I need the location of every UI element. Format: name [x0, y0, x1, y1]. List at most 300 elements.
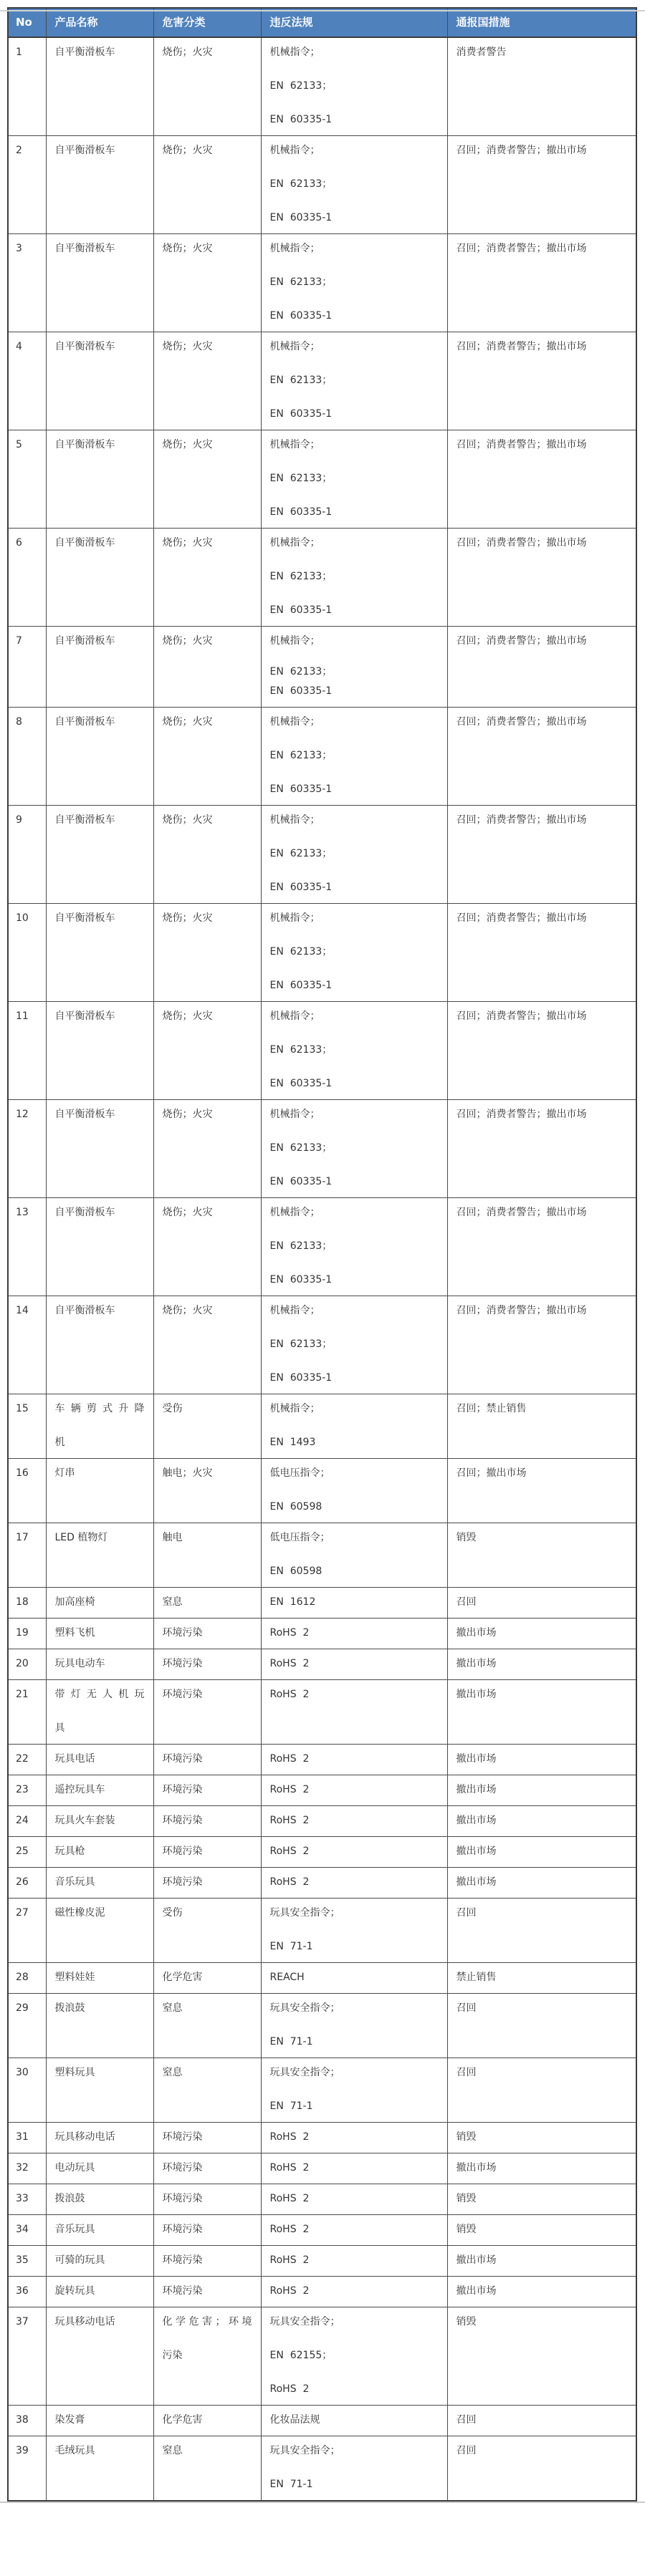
row-number-cell: [8, 2406, 46, 2436]
regulation-cell-line: 玩具安全指令；: [269, 2067, 340, 2078]
row-number-cell: [8, 136, 46, 234]
hazard-cell-line: 环境污染: [162, 1658, 203, 1669]
table-row: [8, 1806, 636, 1837]
table-row: [8, 1394, 636, 1459]
measure-cell: [447, 1899, 636, 1963]
regulation-cell-line: 机械指令；: [269, 1207, 320, 1218]
regulation-cell: [261, 430, 447, 529]
row-number-cell: [8, 2436, 46, 2502]
hazard-cell: [153, 2153, 261, 2184]
product-name-cell-line: 加高座椅: [54, 1596, 95, 1608]
product-name-cell: [46, 1899, 153, 1963]
header-cell-measures: 通报国措施: [447, 8, 636, 37]
product-name-cell-line: 灯串: [54, 1467, 75, 1479]
regulation-cell-line: 机械指令；: [269, 912, 320, 924]
row-number-cell: [8, 1198, 46, 1296]
measure-cell: [447, 1806, 636, 1837]
hazard-cell-line: 环境污染: [162, 2162, 203, 2174]
product-name-cell-line: 自平衡滑板车: [54, 1305, 115, 1316]
row-number-cell: [8, 1963, 46, 1994]
regulation-cell-line: 机械指令；: [269, 145, 320, 156]
row-number-cell: [8, 529, 46, 627]
regulation-cell-line: 机械指令；: [269, 1010, 320, 1022]
measure-cell: [447, 1394, 636, 1459]
product-name-cell-line: 自平衡滑板车: [54, 341, 115, 352]
regulation-cell: [261, 1100, 447, 1198]
hazard-cell-line: 烧伤；火灾: [162, 635, 213, 647]
regulation-cell: [261, 1806, 447, 1837]
hazard-cell: [153, 2058, 261, 2123]
hazard-cell: [153, 1994, 261, 2058]
regulation-cell-line: EN 62133；: [269, 946, 333, 957]
regulation-cell: [261, 627, 447, 708]
hazard-cell-line: 环境污染: [162, 2254, 203, 2266]
measure-cell: [447, 2058, 636, 2123]
regulation-cell-line: EN 71-1: [269, 2036, 313, 2047]
measure-cell-line: 撤出市场: [456, 2162, 497, 2174]
row-number-cell: [8, 2246, 46, 2277]
hazard-cell-line: 烧伤；火灾: [162, 1109, 213, 1120]
product-name-cell: [46, 1963, 153, 1994]
measure-cell: [447, 1745, 636, 1775]
measure-cell: [447, 1100, 636, 1198]
regulation-cell-line: EN 62133；: [269, 473, 333, 484]
regulation-cell-line: EN 62133；: [269, 666, 333, 677]
product-name-cell: [46, 1394, 153, 1459]
hazard-cell-line: 烧伤；火灾: [162, 341, 213, 352]
regulation-cell-line: EN 62133；: [269, 375, 333, 386]
measure-cell: [447, 2184, 636, 2215]
product-name-cell: [46, 136, 153, 234]
table-row: [8, 1994, 636, 2058]
hazard-cell: [153, 806, 261, 904]
row-number-cell-line: 30: [16, 2067, 29, 2078]
hazard-cell: [153, 136, 261, 234]
row-number-cell: [8, 1806, 46, 1837]
product-name-cell-line: 自平衡滑板车: [54, 716, 115, 728]
row-number-cell: [8, 1459, 46, 1523]
table-row: [8, 1775, 636, 1806]
row-number-cell-line: 13: [16, 1207, 29, 1218]
row-number-cell: [8, 2215, 46, 2246]
row-number-cell-line: 14: [16, 1305, 29, 1316]
row-number-cell-line: 34: [16, 2224, 29, 2235]
product-name-cell: [46, 1198, 153, 1296]
regulation-cell-line: RoHS 2: [269, 1658, 310, 1669]
top-divider: [0, 10, 645, 11]
hazard-cell: [153, 1523, 261, 1588]
regulation-cell-line: 机械指令；: [269, 341, 320, 352]
hazard-cell-line: 环境污染: [162, 2285, 203, 2297]
regulation-cell-line: 低电压指令；: [269, 1467, 330, 1479]
measure-cell: [447, 708, 636, 806]
row-number-cell-line: 10: [16, 912, 29, 924]
row-number-cell: [8, 234, 46, 332]
regulation-cell-line: EN 62133；: [269, 1044, 333, 1056]
measure-cell-line: 召回；消费者警告；撤出市场: [456, 1109, 587, 1120]
measure-cell-line: 召回；消费者警告；撤出市场: [456, 341, 587, 352]
hazard-cell-line: 化学危害: [162, 1972, 203, 1983]
measure-cell: [447, 234, 636, 332]
product-name-cell-line: 可骑的玩具: [54, 2254, 105, 2266]
product-name-cell: [46, 708, 153, 806]
measure-cell-line: 召回: [456, 1907, 477, 1919]
hazard-cell: [153, 1100, 261, 1198]
table-row: [8, 2277, 636, 2307]
measure-cell: [447, 529, 636, 627]
measure-cell-line: 召回；消费者警告；撤出市场: [456, 814, 587, 826]
product-name-cell-line: 玩具电话: [54, 1753, 95, 1765]
product-name-cell-line: 拨浪鼓: [54, 2193, 85, 2204]
product-name-cell-line: 自平衡滑板车: [54, 814, 115, 826]
regulation-cell-line: EN 60335-1: [269, 212, 333, 223]
table-row: [8, 332, 636, 430]
product-name-cell-line: 自平衡滑板车: [54, 243, 115, 254]
regulation-cell-line: EN 60335-1: [269, 604, 333, 616]
regulation-cell-line: EN 60335-1: [269, 506, 333, 518]
product-name-cell: [46, 1745, 153, 1775]
row-number-cell: [8, 1837, 46, 1868]
product-name-cell: [46, 904, 153, 1002]
row-number-cell: [8, 430, 46, 529]
product-name-cell: [46, 2215, 153, 2246]
regulation-cell-line: RoHS 2: [269, 1876, 310, 1888]
product-name-cell: [46, 806, 153, 904]
measure-cell: [447, 1296, 636, 1394]
hazard-cell: [153, 1963, 261, 1994]
row-number-cell: [8, 1899, 46, 1963]
measure-cell-line: 召回；消费者警告；撤出市场: [456, 716, 587, 728]
regulation-cell: [261, 529, 447, 627]
table-row: [8, 1837, 636, 1868]
hazard-cell-line: 触电: [162, 1532, 183, 1543]
product-name-cell-line: 染发膏: [54, 2414, 85, 2426]
product-name-cell: [46, 1100, 153, 1198]
measure-cell: [447, 1459, 636, 1523]
regulation-cell: [261, 708, 447, 806]
row-number-cell-line: 15: [16, 1403, 29, 1414]
measure-cell: [447, 37, 636, 136]
row-number-cell: [8, 1002, 46, 1100]
row-number-cell: [8, 1745, 46, 1775]
measure-cell: [447, 806, 636, 904]
row-number-cell-line: 35: [16, 2254, 29, 2266]
row-number-cell-line: 32: [16, 2162, 29, 2174]
hazard-cell: [153, 1394, 261, 1459]
measure-cell-line: 召回；消费者警告；撤出市场: [456, 635, 587, 647]
hazard-cell-line: 环境污染: [162, 1627, 203, 1639]
product-name-cell: [46, 37, 153, 136]
table-row: [8, 2123, 636, 2153]
product-name-cell-line: 玩具移动电话: [54, 2131, 115, 2143]
measure-cell-line: 撤出市场: [456, 1815, 497, 1826]
measure-cell: [447, 1994, 636, 2058]
regulation-cell-line: RoHS 2: [269, 2193, 310, 2204]
row-number-cell-line: 37: [16, 2316, 29, 2327]
regulation-cell: [261, 1459, 447, 1523]
measure-cell-line: 撤出市场: [456, 1689, 497, 1700]
row-number-cell-line: 11: [16, 1010, 29, 1022]
hazard-cell: [153, 1775, 261, 1806]
hazard-cell-line: 化学危害: [162, 2414, 203, 2426]
row-number-cell-line: 31: [16, 2131, 29, 2143]
regulation-cell-line: 机械指令；: [269, 537, 320, 549]
product-name-cell: [46, 2436, 153, 2502]
measure-cell: [447, 904, 636, 1002]
table-row: [8, 2215, 636, 2246]
table-row: [8, 1680, 636, 1745]
regulation-cell-line: EN 60335-1: [269, 1176, 333, 1187]
row-number-cell-line: 20: [16, 1658, 29, 1669]
regulation-cell: [261, 1394, 447, 1459]
measure-cell: [447, 1002, 636, 1100]
hazard-cell: [153, 2123, 261, 2153]
product-name-cell: [46, 1680, 153, 1745]
regulation-cell-line: EN 71-1: [269, 2479, 313, 2490]
product-name-cell: [46, 2277, 153, 2307]
table-row: [8, 708, 636, 806]
product-name-cell-line: 电动玩具: [54, 2162, 95, 2174]
measure-cell-line: 召回；消费者警告；撤出市场: [456, 243, 587, 254]
hazard-cell: [153, 1837, 261, 1868]
row-number-cell-line: 7: [16, 635, 22, 647]
regulation-cell-line: RoHS 2: [269, 1689, 310, 1700]
hazard-cell: [153, 430, 261, 529]
hazard-cell: [153, 2215, 261, 2246]
hazard-cell: [153, 2277, 261, 2307]
measure-cell-line: 召回: [456, 2002, 477, 2014]
measure-cell-line: 禁止销售: [456, 1972, 497, 1983]
regulation-cell-line: 玩具安全指令；: [269, 1907, 340, 1919]
product-name-cell-line: 自平衡滑板车: [54, 47, 115, 58]
regulation-cell: [261, 2307, 447, 2406]
row-number-cell-line: 9: [16, 814, 22, 826]
regulation-cell: [261, 806, 447, 904]
regulation-cell: [261, 332, 447, 430]
recall-products-table: [7, 7, 637, 2502]
row-number-cell-line: 28: [16, 1972, 29, 1983]
product-name-cell-line: 玩具移动电话: [54, 2316, 115, 2327]
header-cell-product-name: 产品名称: [46, 8, 153, 37]
measure-cell-line: 销毁: [456, 2316, 477, 2327]
measure-cell: [447, 2277, 636, 2307]
hazard-cell: [153, 1588, 261, 1619]
row-number-cell: [8, 1394, 46, 1459]
row-number-cell-line: 18: [16, 1596, 29, 1608]
regulation-cell-line: EN 71-1: [269, 1941, 313, 1952]
regulation-cell-line: EN 60335-1: [269, 1372, 333, 1384]
regulation-cell: [261, 1775, 447, 1806]
measure-cell-line: 召回；消费者警告；撤出市场: [456, 1010, 587, 1022]
measure-cell: [447, 1837, 636, 1868]
regulation-cell-line: EN 60335-1: [269, 882, 333, 893]
hazard-cell: [153, 37, 261, 136]
hazard-cell-line: 环境污染: [162, 1815, 203, 1826]
regulation-cell-line: EN 62133；: [269, 571, 333, 582]
table-row: [8, 1649, 636, 1680]
table-row: [8, 1100, 636, 1198]
product-name-cell-line: 塑料玩具: [54, 2067, 95, 2078]
product-name-cell: [46, 1868, 153, 1899]
table-row: [8, 627, 636, 708]
measure-cell-line: 召回: [456, 1596, 477, 1608]
regulation-cell: [261, 2406, 447, 2436]
product-name-cell: [46, 1649, 153, 1680]
product-name-cell: [46, 1806, 153, 1837]
product-name-cell: [46, 2153, 153, 2184]
regulation-cell: [261, 1588, 447, 1619]
row-number-cell-line: 4: [16, 341, 22, 352]
table-row: [8, 1296, 636, 1394]
product-name-cell-line: 自平衡滑板车: [54, 1109, 115, 1120]
measure-cell-line: 召回；禁止销售: [456, 1403, 527, 1414]
product-name-cell-line: 车辆剪式升降: [54, 1403, 145, 1414]
regulation-cell-line: RoHS 2: [269, 2285, 310, 2297]
product-name-cell-line: 自平衡滑板车: [54, 537, 115, 549]
regulation-cell: [261, 1649, 447, 1680]
product-name-cell-line: LED 植物灯: [54, 1532, 108, 1543]
table-row: [8, 2436, 636, 2502]
row-number-cell-line: 3: [16, 243, 22, 254]
table-row: [8, 2153, 636, 2184]
hazard-cell-line: 环境污染: [162, 1846, 203, 1857]
measure-cell-line: 召回: [456, 2067, 477, 2078]
table-row: [8, 1868, 636, 1899]
regulation-cell-line: RoHS 2: [269, 1753, 310, 1765]
measure-cell-line: 撤出市场: [456, 1658, 497, 1669]
table-row: [8, 2184, 636, 2215]
row-number-cell: [8, 1619, 46, 1649]
row-number-cell-line: 26: [16, 1876, 29, 1888]
hazard-cell-line: 环境污染: [162, 1753, 203, 1765]
measure-cell: [447, 136, 636, 234]
product-name-cell: [46, 2406, 153, 2436]
regulation-cell-line: EN 1493: [269, 1437, 316, 1448]
measure-cell: [447, 2246, 636, 2277]
table-body: [8, 37, 636, 2501]
row-number-cell: [8, 1775, 46, 1806]
row-number-cell: [8, 2277, 46, 2307]
measure-cell: [447, 1198, 636, 1296]
table-row: [8, 1588, 636, 1619]
header-cell-no: No: [8, 8, 46, 37]
measure-cell-line: 召回；消费者警告；撤出市场: [456, 912, 587, 924]
hazard-cell: [153, 2406, 261, 2436]
regulation-cell-line: EN 62133；: [269, 276, 333, 288]
regulation-cell: [261, 1994, 447, 2058]
hazard-cell: [153, 2436, 261, 2502]
regulation-cell-line: EN 60335-1: [269, 408, 333, 420]
regulation-cell: [261, 2123, 447, 2153]
product-name-cell-line: 塑料飞机: [54, 1627, 95, 1639]
hazard-cell-line: 烧伤；火灾: [162, 912, 213, 924]
hazard-cell: [153, 1198, 261, 1296]
row-number-cell-line: 19: [16, 1627, 29, 1639]
measure-cell-line: 召回: [456, 2414, 477, 2426]
product-name-cell: [46, 1588, 153, 1619]
regulation-cell: [261, 2184, 447, 2215]
regulation-cell-line: RoHS 2: [269, 2131, 310, 2143]
product-name-cell: [46, 2307, 153, 2406]
product-name-cell: [46, 2246, 153, 2277]
hazard-cell: [153, 529, 261, 627]
regulation-cell-line: EN 71-1: [269, 2100, 313, 2112]
measure-cell: [447, 1649, 636, 1680]
hazard-cell-line: 烧伤；火灾: [162, 47, 213, 58]
regulation-cell-line: EN 60335-1: [269, 685, 333, 697]
hazard-cell: [153, 1619, 261, 1649]
measure-cell-line: 召回；消费者警告；撤出市场: [456, 1305, 587, 1316]
regulation-cell-line: RoHS 2: [269, 2383, 310, 2395]
regulation-cell-line: RoHS 2: [269, 2162, 310, 2174]
hazard-cell: [153, 332, 261, 430]
row-number-cell: [8, 1680, 46, 1745]
product-name-cell: [46, 234, 153, 332]
hazard-cell: [153, 1296, 261, 1394]
product-name-cell-line: 旋转玩具: [54, 2285, 95, 2297]
measure-cell-line: 召回；撤出市场: [456, 1467, 527, 1479]
regulation-cell-line: 机械指令；: [269, 243, 320, 254]
row-number-cell-line: 12: [16, 1109, 29, 1120]
product-name-cell: [46, 529, 153, 627]
regulation-cell-line: 机械指令；: [269, 439, 320, 450]
table-row: [8, 1459, 636, 1523]
row-number-cell: [8, 904, 46, 1002]
product-name-cell-line: 玩具火车套装: [54, 1815, 115, 1826]
measure-cell: [447, 2153, 636, 2184]
regulation-cell: [261, 1868, 447, 1899]
row-number-cell: [8, 332, 46, 430]
regulation-cell-line: EN 60598: [269, 1501, 322, 1513]
row-number-cell: [8, 1868, 46, 1899]
row-number-cell: [8, 708, 46, 806]
regulation-cell-line: EN 60598: [269, 1566, 322, 1577]
regulation-cell: [261, 136, 447, 234]
row-number-cell-line: 36: [16, 2285, 29, 2297]
row-number-cell-line: 16: [16, 1467, 29, 1479]
measure-cell: [447, 1588, 636, 1619]
hazard-cell: [153, 904, 261, 1002]
row-number-cell: [8, 2184, 46, 2215]
regulation-cell-line: 机械指令；: [269, 1403, 320, 1414]
product-name-cell-line: 玩具枪: [54, 1846, 85, 1857]
regulation-cell: [261, 234, 447, 332]
measure-cell: [447, 1775, 636, 1806]
regulation-cell: [261, 2153, 447, 2184]
hazard-cell-line: 烧伤；火灾: [162, 814, 213, 826]
hazard-cell: [153, 234, 261, 332]
table-row: [8, 2246, 636, 2277]
measure-cell: [447, 2406, 636, 2436]
hazard-cell-line: 窒息: [162, 1596, 183, 1608]
hazard-cell-line: 环境污染: [162, 2224, 203, 2235]
hazard-cell-line: 触电；火灾: [162, 1467, 213, 1479]
table-row: [8, 234, 636, 332]
regulation-cell-line: 化妆品法规: [269, 2414, 320, 2426]
table-row: [8, 1963, 636, 1994]
page: [0, 7, 645, 2576]
product-name-cell-line: 机: [54, 1437, 65, 1448]
hazard-cell-line: 受伤: [162, 1403, 183, 1414]
table-row: [8, 136, 636, 234]
product-name-cell: [46, 1002, 153, 1100]
measure-cell: [447, 627, 636, 708]
regulation-cell: [261, 1198, 447, 1296]
regulation-cell: [261, 1680, 447, 1745]
regulation-cell: [261, 1296, 447, 1394]
product-name-cell: [46, 1296, 153, 1394]
row-number-cell: [8, 2307, 46, 2406]
